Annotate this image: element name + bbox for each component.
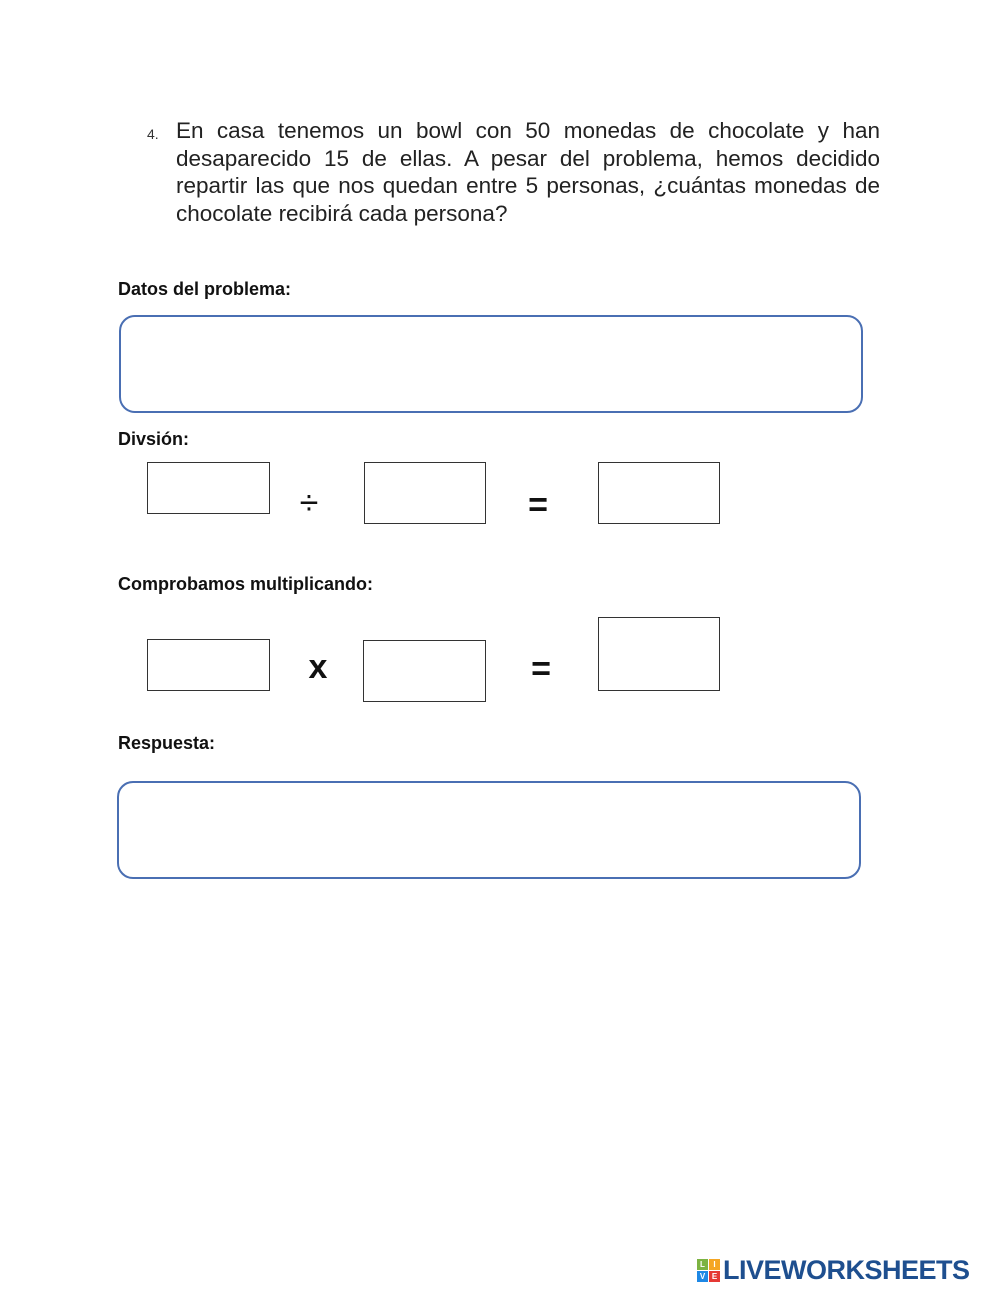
divisor-input[interactable] xyxy=(364,462,486,524)
check-section-label: Comprobamos multiplicando: xyxy=(118,574,374,594)
equals-operator-multiplication: = xyxy=(531,650,551,688)
liveworksheets-logo[interactable] xyxy=(697,1255,970,1286)
data-input-box[interactable] xyxy=(119,315,863,413)
logo-text: LIVEWORKSHEETS xyxy=(723,1255,970,1285)
data-section-label: Datos del problema: xyxy=(118,279,292,299)
dividend-input[interactable] xyxy=(147,462,270,514)
problem-text: En casa tenemos un bowl con 50 monedas de chocolate y han desaparecido 15 de ellas. A pesar del problema, hemos decidido repartir las que nos quedan entre 5 personas, ¿cuántas monedas de chocolate recibirá cada persona? xyxy=(176,118,880,226)
logo-block-letter: L xyxy=(697,1259,708,1270)
answer-section-label: Respuesta: xyxy=(118,733,216,753)
problem-number: 4. xyxy=(147,126,159,142)
multiply-operator: x xyxy=(308,648,328,686)
logo-block-letter: V xyxy=(697,1271,708,1282)
quotient-input[interactable] xyxy=(598,462,720,524)
factor-one-input[interactable] xyxy=(147,639,270,691)
factor-two-input[interactable] xyxy=(363,640,486,702)
logo-block-letter: E xyxy=(709,1271,720,1282)
divide-operator: ÷ xyxy=(299,484,319,522)
answer-input-box[interactable] xyxy=(117,781,861,879)
logo-block-letter: I xyxy=(709,1259,720,1270)
division-section-label: Divsión: xyxy=(118,429,190,449)
product-input[interactable] xyxy=(598,617,720,691)
equals-operator-division: = xyxy=(528,486,548,524)
logo-blocks-icon xyxy=(697,1259,720,1282)
